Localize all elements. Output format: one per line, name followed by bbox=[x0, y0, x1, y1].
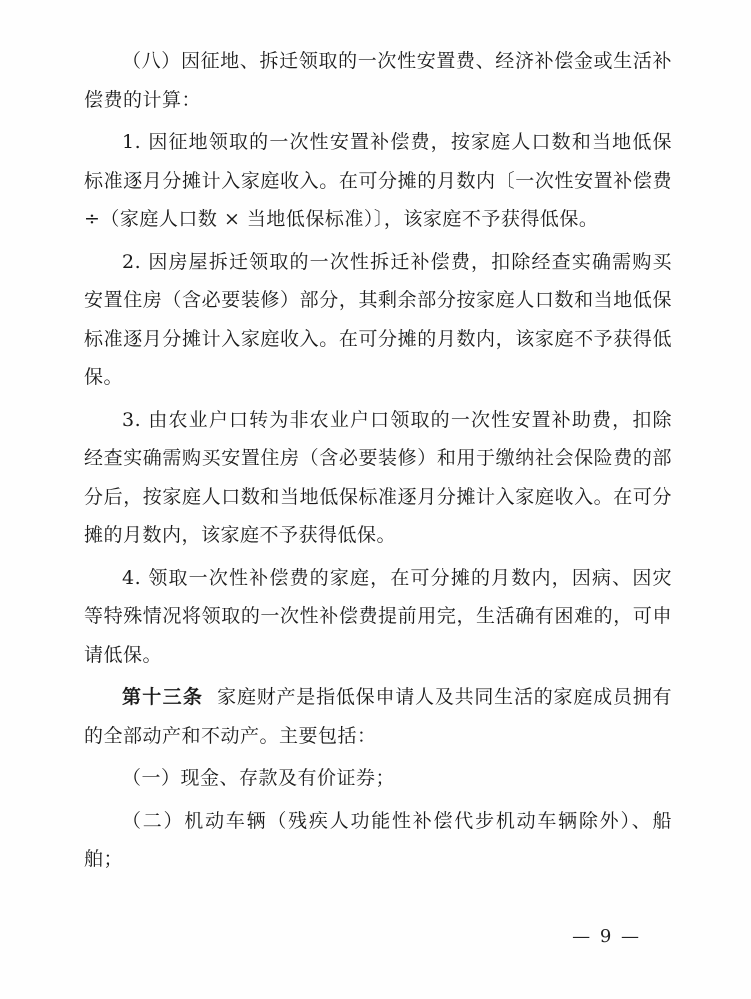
paragraph-point-2: 2. 因房屋拆迁领取的一次性拆迁补偿费，扣除经查实确需购买安置住房（含必要装修）部分，其剩余部分按家庭人口数和当地低保标准逐月分摊计入家庭收入。在可分摊的月数内，该家庭不予获得低保。 bbox=[84, 250, 672, 388]
page-number: — 9 — bbox=[572, 926, 641, 947]
list-item-cash-deposits: （一）现金、存款及有价证券； bbox=[122, 767, 396, 789]
list-item-vehicles-ships: （二）机动车辆（残疾人功能性补偿代步机动车辆除外）、船舶； bbox=[84, 809, 672, 870]
paragraph-point-4: 4. 领取一次性补偿费的家庭，在可分摊的月数内，因病、因灾等特殊情况将领取的一次性补偿费提前用完，生活确有困难的，可申请低保。 bbox=[84, 566, 672, 666]
article-13-paragraph bbox=[84, 678, 672, 755]
paragraph-item-eight-heading: （八）因征地、拆迁领取的一次性安置费、经济补偿金或生活补偿费的计算： bbox=[84, 50, 672, 111]
paragraph-point-3: 3. 由农业户口转为非农业户口领取的一次性安置补助费，扣除经查实确需购买安置住房（含必要装修）和用于缴纳社会保险费的部分后，按家庭人口数和当地低保标准逐月分摊计入家庭收入。在可分摊的月数内，该家庭不予获得低保。 bbox=[84, 408, 672, 546]
paragraph-point-1: 1. 因征地领取的一次性安置补偿费，按家庭人口数和当地低保标准逐月分摊计入家庭收入。在可分摊的月数内〔一次性安置补偿费÷（家庭人口数 × 当地低保标准）〕，该家庭不予获得低保。 bbox=[84, 131, 672, 230]
article-13-text: 家庭财产是指低保申请人及共同生活的家庭成员拥有的全部动产和不动产。主要包括： bbox=[84, 686, 672, 747]
document-body bbox=[84, 42, 672, 883]
article-13-label: 第十三条 bbox=[122, 686, 204, 708]
